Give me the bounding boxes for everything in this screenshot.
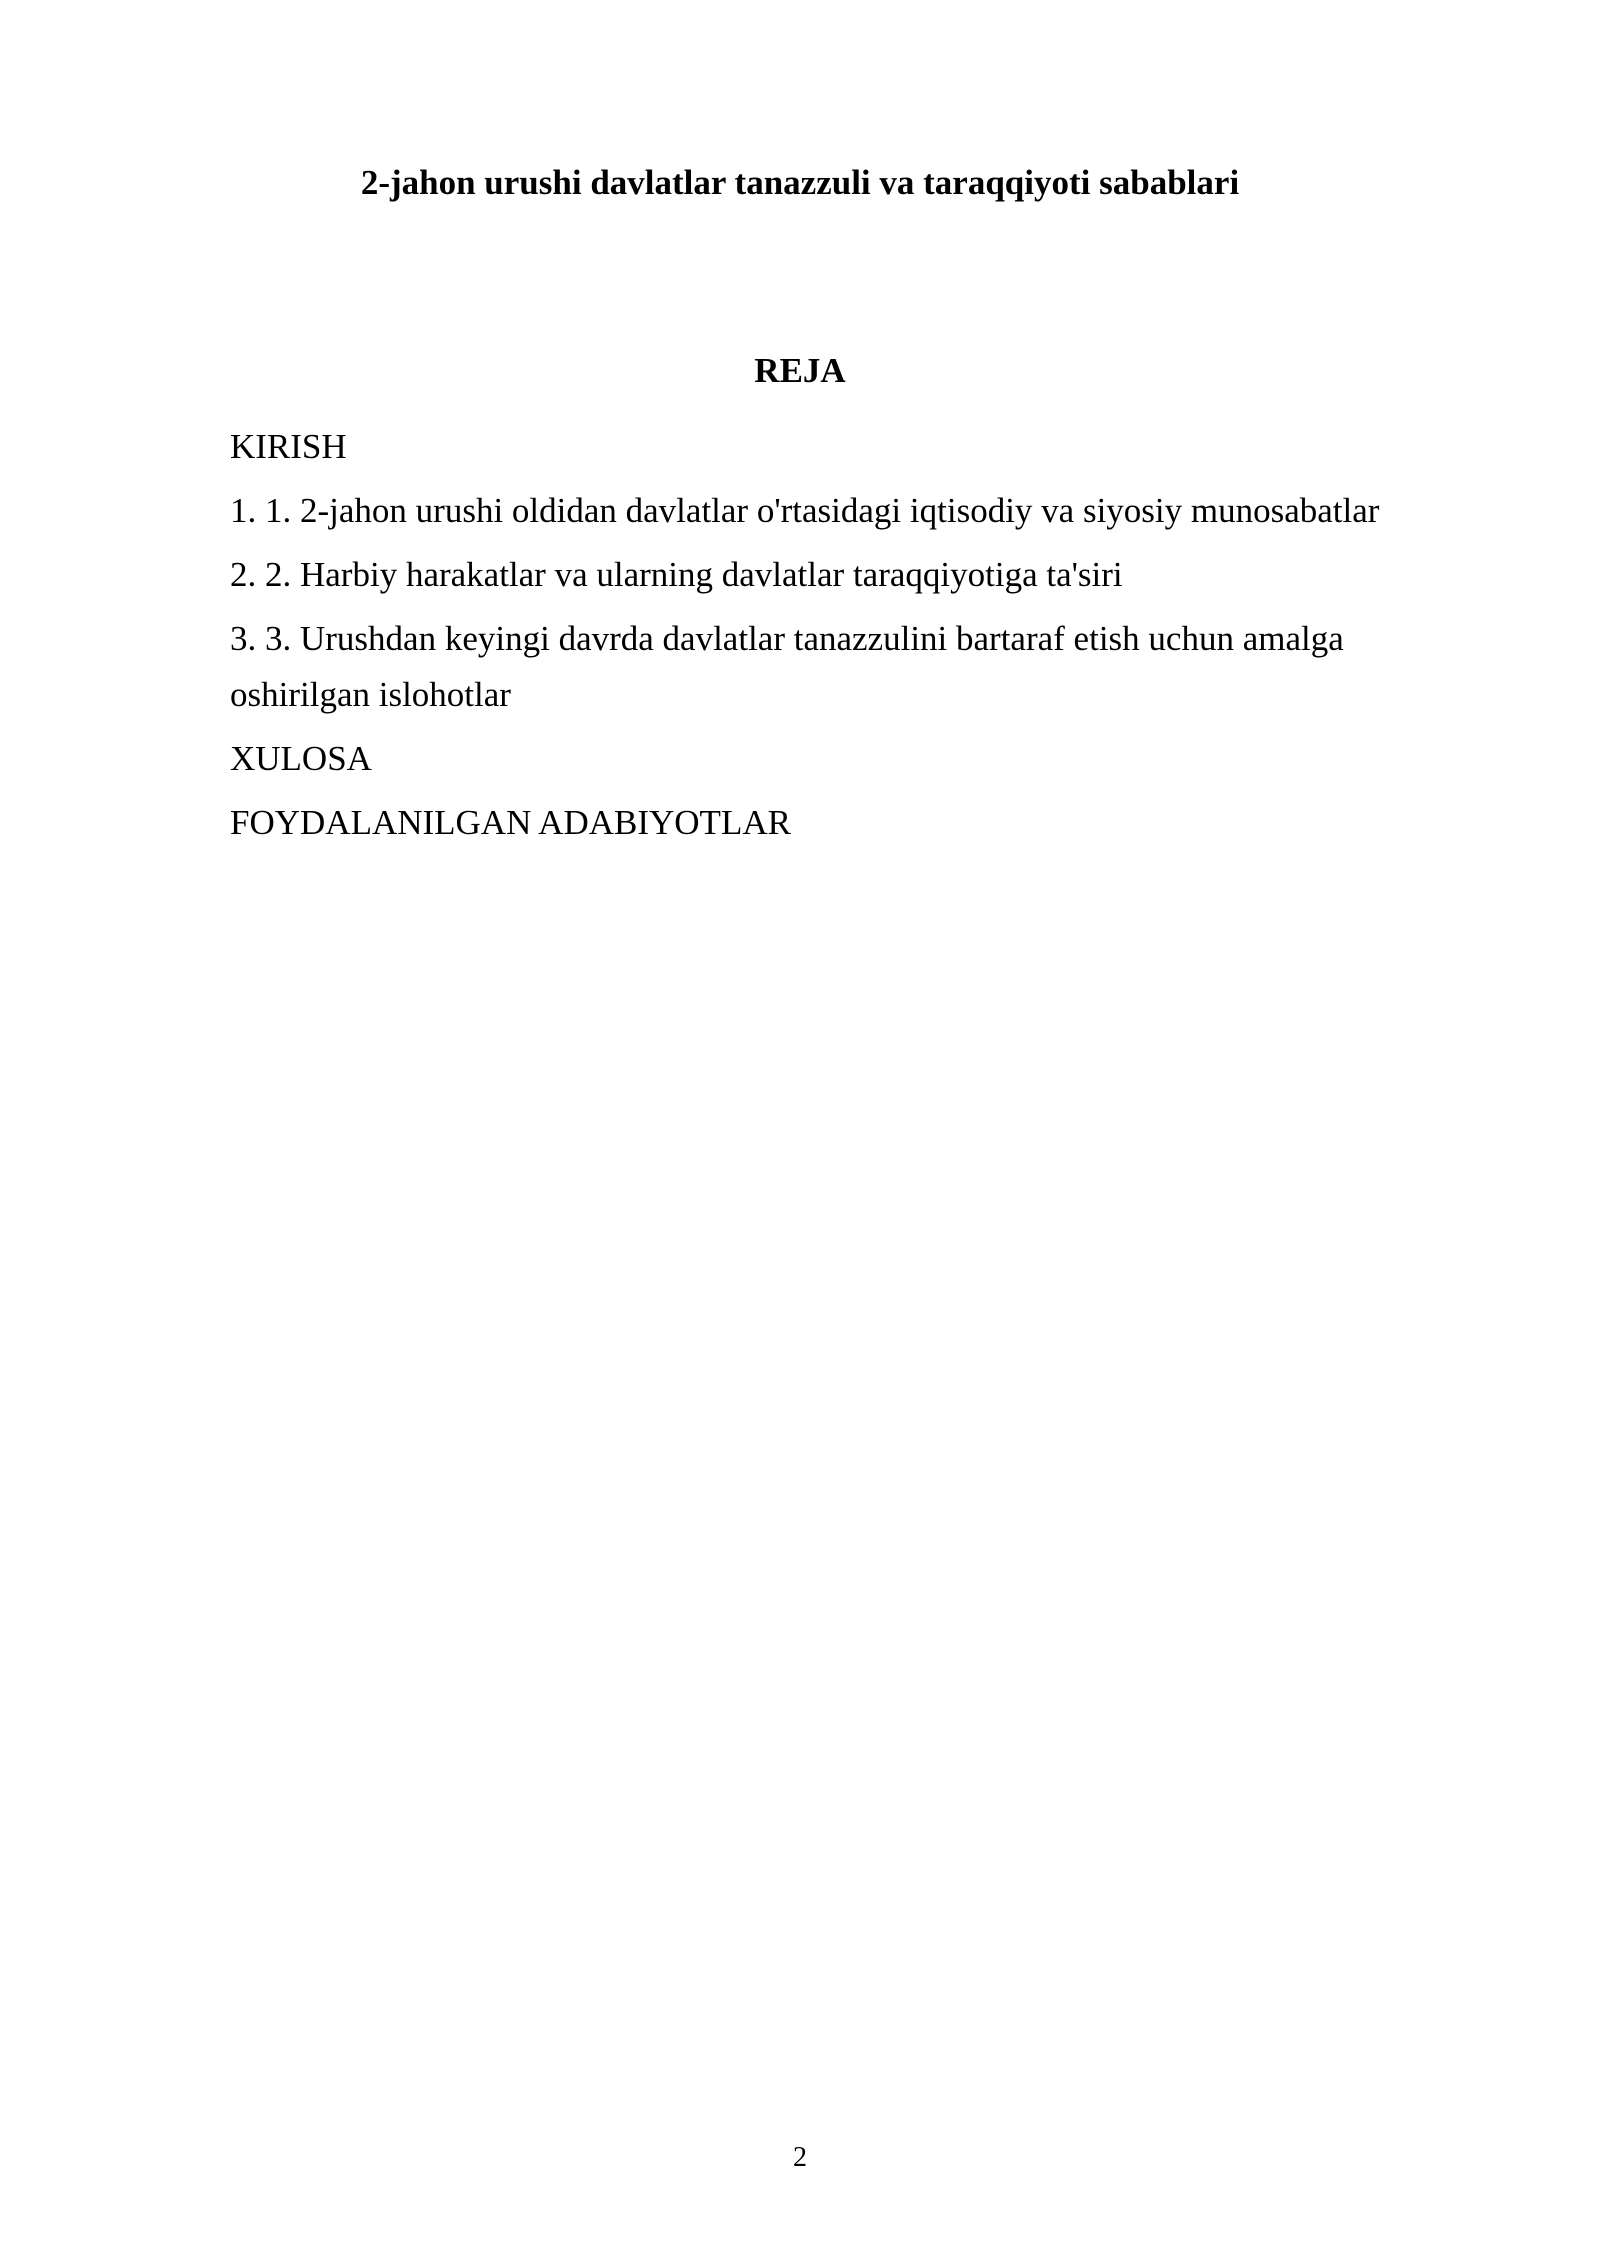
- plan-item-3: 3. 3. Urushdan keyingi davrda davlatlar tanazzulini bartaraf etish uchun amalga oshirilgan islohotlar: [230, 619, 1344, 714]
- plan-item-1: 1. 1. 2-jahon urushi oldidan davlatlar o'rtasidagi iqtisodiy va siyosiy munosabatlar: [230, 491, 1380, 530]
- plan-item-xulosa: XULOSA: [230, 739, 372, 778]
- plan-heading: REJA: [754, 351, 846, 390]
- plan-item-kirish: KIRISH: [230, 427, 347, 466]
- document-title: 2-jahon urushi davlatlar tanazzuli va taraqqiyoti sabablari: [360, 163, 1240, 202]
- page-number: 2: [793, 2142, 807, 2173]
- plan-item-2: 2. 2. Harbiy harakatlar va ularning davlatlar taraqqiyotiga ta'siri: [230, 555, 1123, 594]
- plan-list: [230, 419, 1490, 859]
- plan-item-adabiyotlar: FOYDALANILGAN ADABIYOTLAR: [230, 803, 791, 842]
